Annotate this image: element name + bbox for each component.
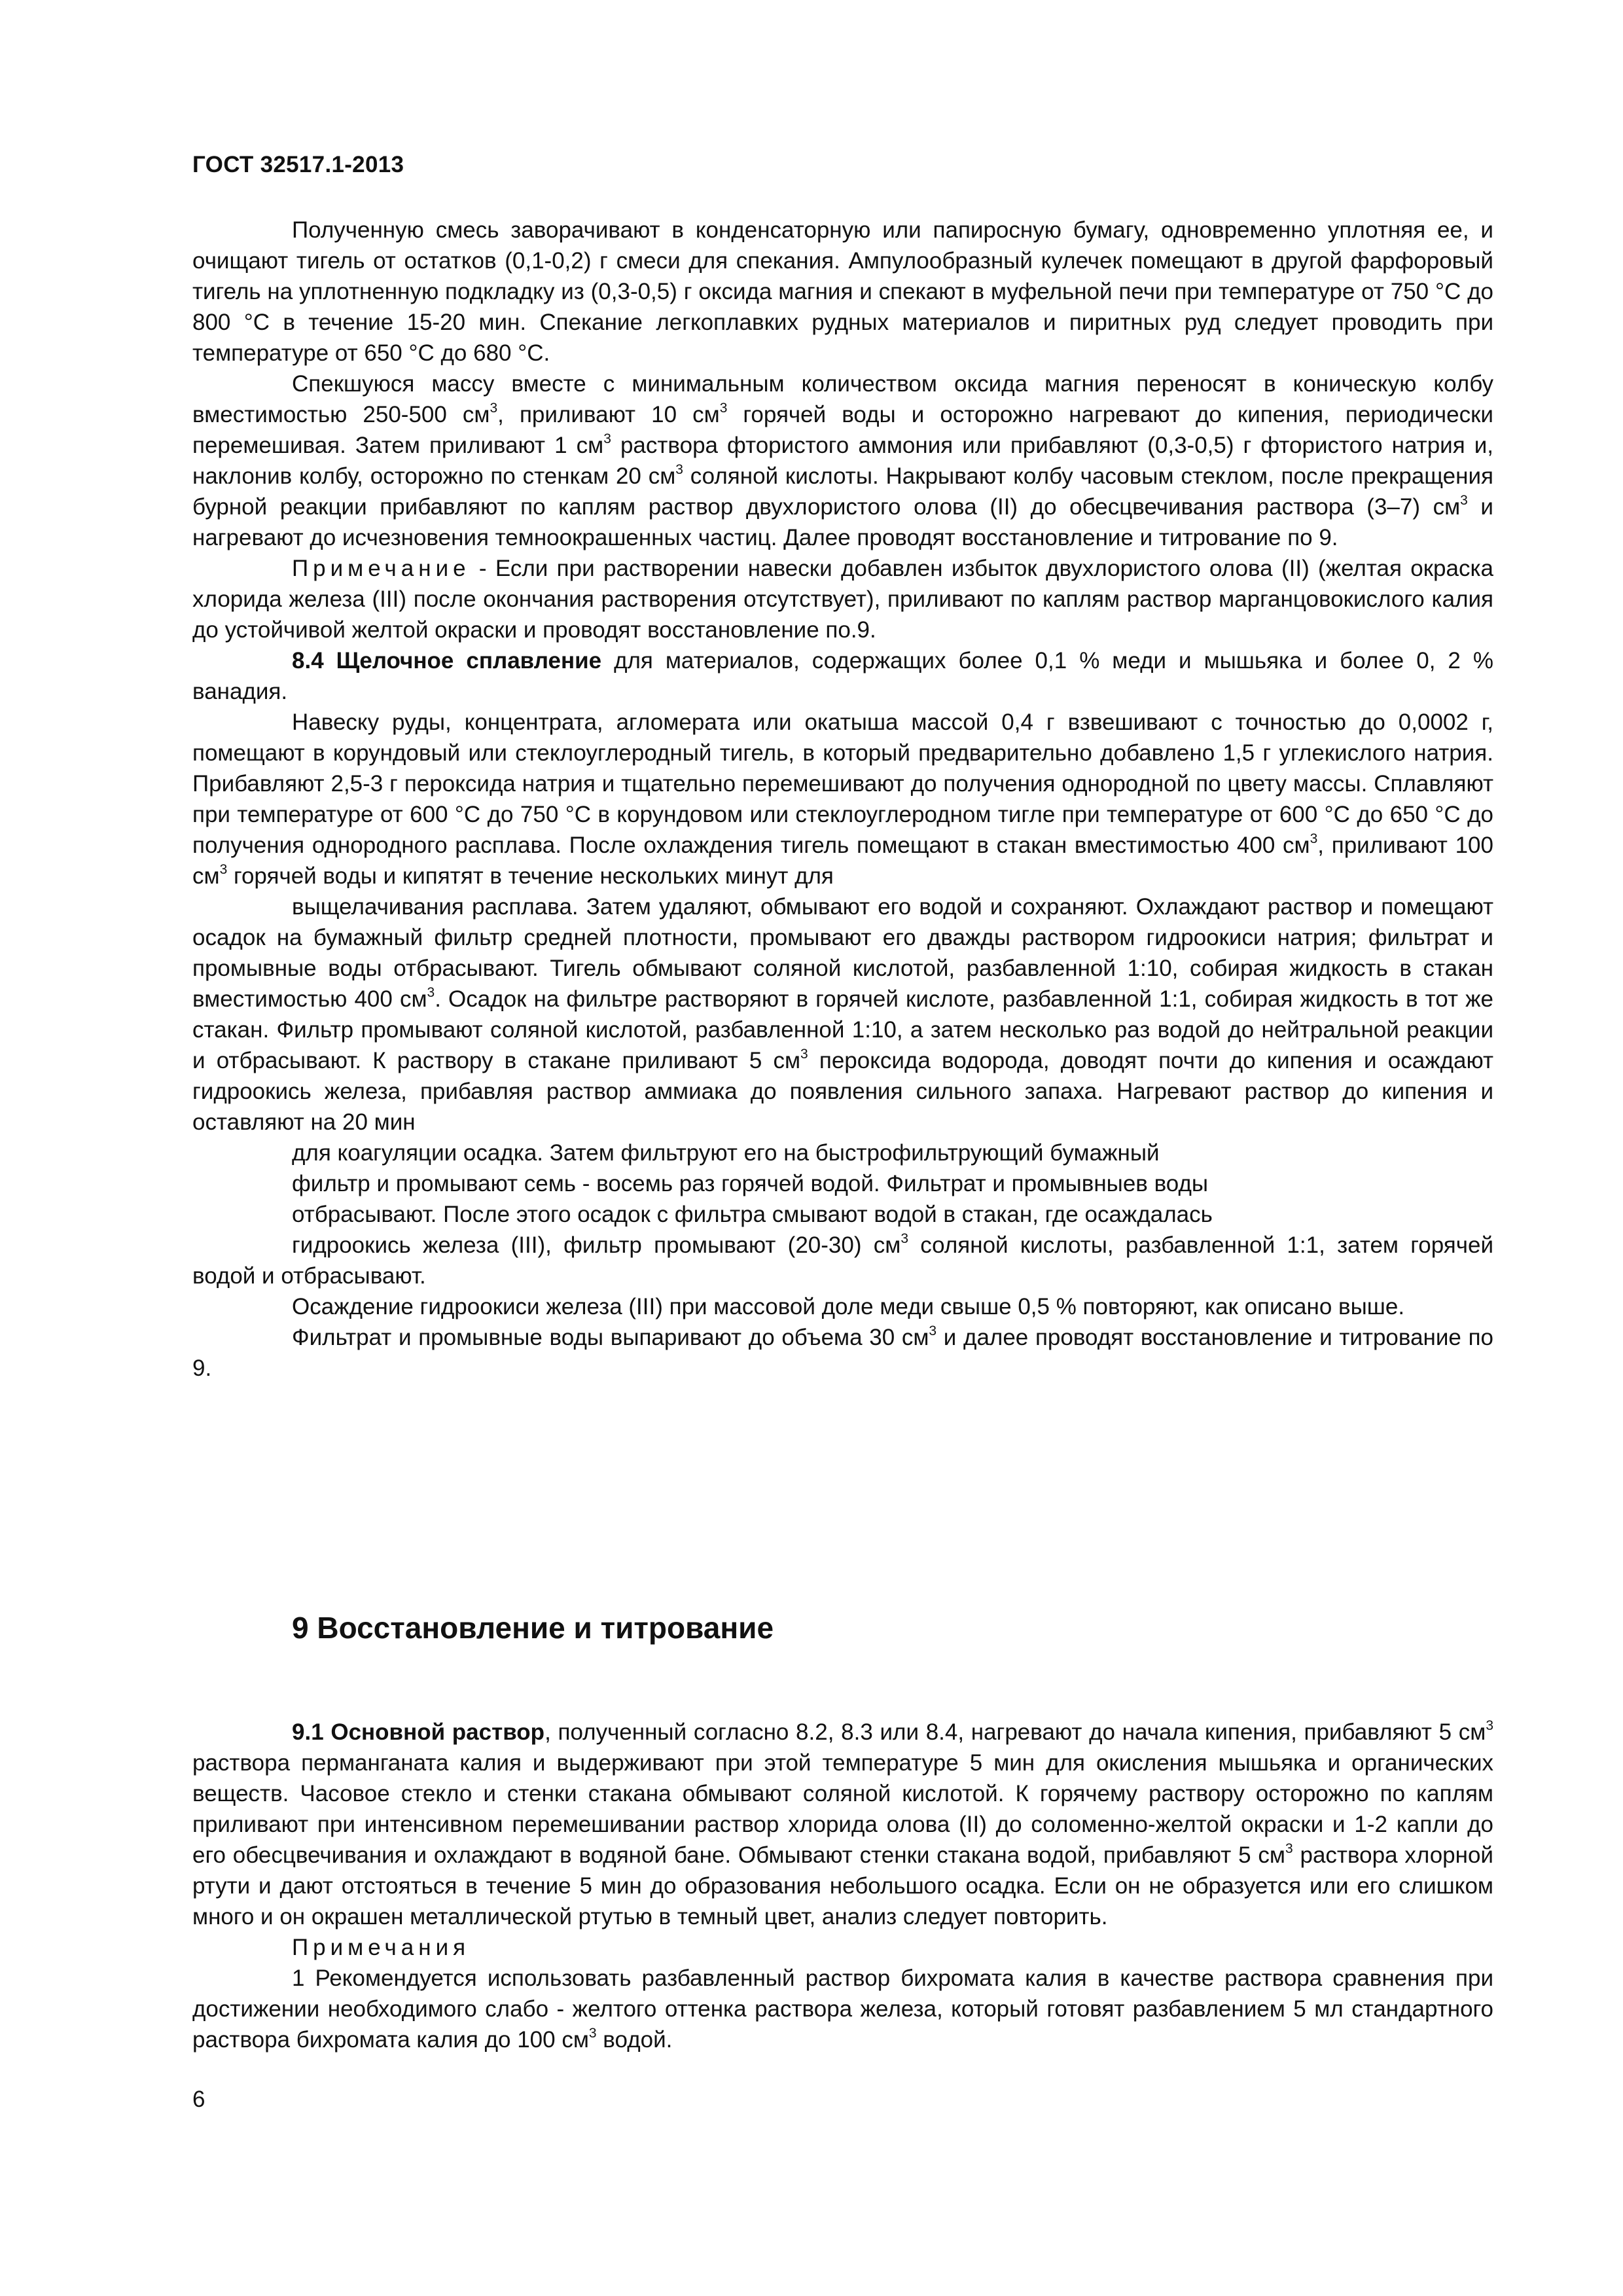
text-block-section-9	[192, 1717, 1493, 2055]
paragraph-leaching: выщелачивания расплава. Затем удаляют, обмывают его водой и сохраняют. Охлаждают раствор и помещают осадок на бумажный фильтр средней плотности, промывают его дважды раствором гидроокиси натрия; фильтрат и промывные воды отбрасывают. Тигель обмывают соляной кислотой, разбавленной 1:10, собирая жидкость в стакан вместимостью 400 $см^3$. Осадок на фильтре растворяют в горячей кислоте, разбавленной 1:1, собирая жидкость в тот же стакан. Фильтр промывают соляной кислотой, разбавленной 1:10, а затем несколько раз водой до нейтральной реакции и отбрасывают. К раствору в стакане приливают 5 $см^3$ пероксида водорода, доводят почти до кипения и осаждают гидроокись железа, прибавляя раствор аммиака до появления сильного запаха. Нагревают раствор до кипения и оставляют на 20 мин	[192, 894, 1494, 1135]
subsection-8-4: 8.4 Щелочное сплавление для материалов, содержащих более 0,1 % меди и мышьяка и более 0, 2 % ванадия.	[192, 648, 1493, 704]
paragraph-discard: отбрасывают. После этого осадок с фильтра смывают водой в стакан, где осаждалась	[292, 1202, 1213, 1227]
paragraph-reprecipitation: Осаждение гидроокиси железа (III) при массовой доле меди свыше 0,5 % повторяют, как описано выше.	[292, 1294, 1405, 1319]
note-label: Примечание	[292, 556, 471, 581]
subsection-9-1: 9.1 Основной раствор, полученный согласно 8.2, 8.3 или 8.4, нагревают до начала кипения, прибавляют 5 $см^3$ раствора перманганата калия и выдерживают при этой температуре 5 мин для окисления мышьяка и органических веществ. Часовое стекло и стенки стакана обмывают соляной кислотой. К горячему раствору осторожно по каплям приливают при интенсивном перемешивании раствор хлорида олова (II) до соломенно-желтой окраски и 1-2 капли до его обесцвечивания и охлаждают в водяной бане. Обмывают стенки стакана водой, прибавляют 5 $см^3$ раствора хлорной ртути и дают отстояться в течение 5 мин до образования небольшого осадка. Если он не образуется или его слишком много и он окрашен металлической ртутью в темный цвет, анализ следует повторить.	[192, 1718, 1493, 1929]
paragraph-filter-wash: фильтр и промывают семь - восемь раз горячей водой. Фильтрат и промывныев воды	[292, 1171, 1209, 1196]
paragraph-sinter-mass: Спекшуюся массу вместе с минимальным количеством оксида магния переносят в коническую колбу вместимостью 250-500 $см^3$, приливают 10 $см^3$ горячей воды и осторожно нагревают до кипения, периодически перемешивая. Затем приливают 1 $см^3$ раствора фтористого аммония или прибавляют (0,3-0,5) г фтористого натрия и, наклонив колбу, осторожно по стенкам 20 $см^3$ соляной кислоты. Накрывают колбу часовым стеклом, после прекращения бурной реакции прибавляют по каплям раствор двухлористого олова (II) до обесцвечивания раствора (3–7) $см^3$ и нагревают до исчезновения темноокрашенных частиц. Далее проводят восстановление и титрование по 9.	[192, 371, 1493, 550]
paragraph-alkaline-fusion: Навеску руды, концентрата, агломерата или окатыша массой 0,4 г взвешивают с точностью до 0,0002 г, помещают в корундовый или стеклоуглеродный тигель, в который предварительно добавлено 1,5 г углекислого натрия. Прибавляют 2,5-3 г пероксида натрия и тщательно перемешивают до получения однородной по цвету массы. Сплавляют при температуре от 600 °С до 750 °С в корундовом или стеклоуглеродном тигле при температуре от 600 °С до 650 °С до получения однородного расплава. После охлаждения тигель помещают в стакан вместимостью 400 $см^3$, приливают 100 $см^3$ горячей воды и кипятят в течение нескольких минут для	[192, 709, 1493, 889]
subsection-9-1-title: 9.1 Основной раствор	[292, 1719, 545, 1745]
section-9-heading: 9 Восстановление и титрование	[292, 1611, 774, 1645]
note-dichromate: 1 Рекомендуется использовать разбавленный раствор бихромата калия в качестве раствора сравнения при достижении необходимого слабо - желтого оттенка раствора железа, который готовят разбавлением 5 мл стандартного раствора бихромата калия до 100 $см^3$ водой.	[192, 1965, 1493, 2053]
paragraph-sintering: Полученную смесь заворачивают в конденсаторную или папиросную бумагу, одновременно уплотняя ее, и очищают тигель от остатков (0,1-0,2) г смеси для спекания. Ампулообразный кулечек помещают в другой фарфоровый тигель на уплотненную подкладку из (0,3-0,5) г оксида магния и спекают в муфельной печи при температуре от 750 °С до 800 °С в течение 15-20 мин. Спекание легкоплавких рудных материалов и пиритных руд следует проводить при температуре от 650 °С до 680 °С.	[192, 217, 1493, 366]
note-tin-excess: Примечание - Если при растворении навески добавлен избыток двухлористого олова (II) (желтая окраска хлорида железа (III) после окончания растворения отсутствует), приливают по каплям раствор марганцовокислого калия до устойчивой желтой окраски и проводят восстановление по.9.	[192, 556, 1493, 643]
paragraph-coagulation: для коагуляции осадка. Затем фильтруют его на быстрофильтрующий бумажный	[292, 1140, 1160, 1166]
subsection-8-4-title: 8.4 Щелочное сплавление	[292, 648, 602, 673]
page-number: 6	[192, 2087, 205, 2112]
text-block-section-8	[192, 215, 1493, 1384]
paragraph-hydroxide: гидроокись железа (III), фильтр промывают (20-30) $см^3$ соляной кислоты, разбавленной 1:1, затем горячей водой и отбрасывают.	[192, 1231, 1493, 1289]
paragraph-evaporation: Фильтрат и промывные воды выпаривают до объема 30 $см^3$ и далее проводят восстановление и титрование по 9.	[192, 1323, 1493, 1381]
document-id: ГОСТ 32517.1-2013	[192, 152, 404, 177]
notes-label: Примечания	[292, 1935, 471, 1960]
